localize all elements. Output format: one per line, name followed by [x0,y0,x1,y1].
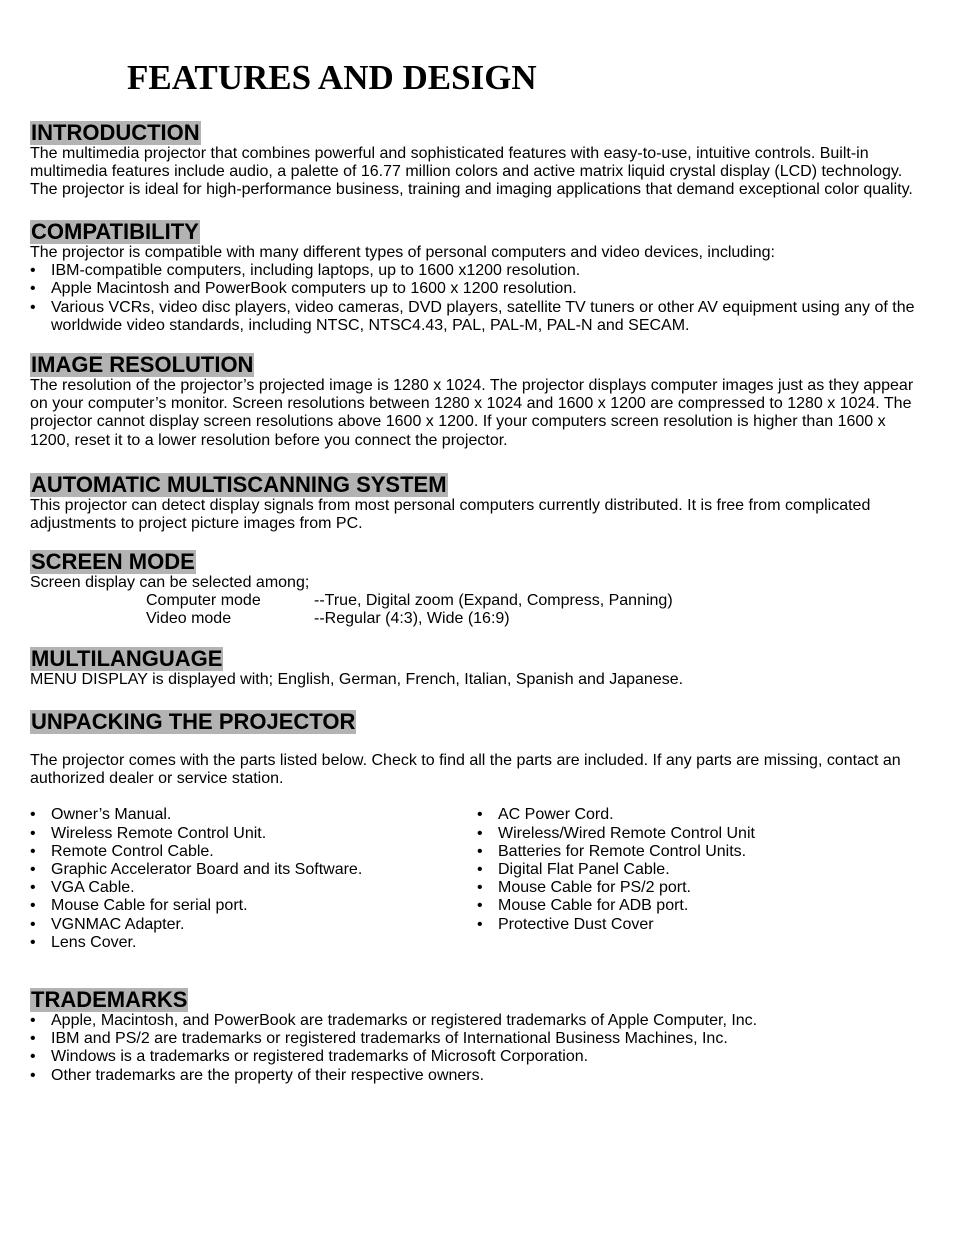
list-item: • Wireless Remote Control Unit. [30,825,477,843]
list-item: • Owner’s Manual. [30,806,477,824]
section-heading-screen-mode: SCREEN MODE [31,549,195,574]
section-heading-introduction: INTRODUCTION [31,120,200,145]
section-heading-trademarks: TRADEMARKS [31,987,188,1012]
unpacking-text: The projector comes with the parts listed below. Check to find all the parts are included. If any parts are missing, contact an authorized dealer or service station. [30,752,901,788]
list-item: • Various VCRs, video disc players, video cameras, DVD players, satellite TV tuners or other AV equipment using any of the worldwide video standards, including NTSC, NTSC4.43, PAL, PAL-M, PAL-N and SECAM. [30,299,924,335]
trademarks-list [30,1012,924,1085]
section-multiscanning [30,473,924,533]
list-item: • Apple Macintosh and PowerBook computers up to 1600 x 1200 resolution. [30,280,924,298]
parts-list-right [477,806,924,952]
section-heading-multiscanning: AUTOMATIC MULTISCANNING SYSTEM [31,472,447,497]
screen-mode-text: Screen display can be selected among; [30,574,310,591]
mode-name: Computer mode [146,592,261,610]
mode-row [146,610,924,628]
section-trademarks [30,988,924,1085]
introduction-text: The multimedia projector that combines powerful and sophisticated features with easy-to-use, intuitive controls. Built-in multimedia features include audio, a palette of 16.77 million colors and active matrix liquid crystal display (LCD) technology. The projector is ideal for high-performance business, training and imaging applications that demand exceptional color quality. [30,145,913,199]
page-title: FEATURES AND DESIGN [127,58,537,97]
list-item: • Windows is a trademarks or registered trademarks of Microsoft Corporation. [30,1048,924,1066]
parts-lists [30,806,924,952]
list-item: • Lens Cover. [30,934,477,952]
mode-value: --True, Digital zoom (Expand, Compress, Panning) [314,592,673,610]
multilanguage-text: MENU DISPLAY is displayed with; English, German, French, Italian, Spanish and Japanese. [30,671,684,688]
multiscanning-text: This projector can detect display signals from most personal computers currently distributed. It is free from complicated adjustments to project picture images from PC. [30,497,871,533]
list-item: • Wireless/Wired Remote Control Unit [477,825,924,843]
list-item: • IBM-compatible computers, including laptops, up to 1600 x1200 resolution. [30,262,924,280]
list-item: • Digital Flat Panel Cable. [477,861,924,879]
list-item: • Other trademarks are the property of their respective owners. [30,1067,924,1085]
section-heading-multilanguage: MULTILANGUAGE [31,646,223,671]
compatibility-list [30,262,924,335]
list-item: • Apple, Macintosh, and PowerBook are trademarks or registered trademarks of Apple Computer, Inc. [30,1012,924,1030]
mode-row [146,592,924,610]
image-resolution-text: The resolution of the projector’s projected image is 1280 x 1024. The projector displays computer images just as they appear on your computer’s monitor. Screen resolutions between 1280 x 1024 and 1600 x 1200 are compressed to 1280 x 1024. The projector cannot display screen resolutions above 1600 x 1200. If your computers screen resolution is higher than 1600 x 1200, reset it to a lower resolution before you connect the projector. [30,377,914,449]
list-item: • IBM and PS/2 are trademarks or registered trademarks of International Business Machines, Inc. [30,1030,924,1048]
section-multilanguage [30,647,924,689]
list-item: • VGA Cable. [30,879,477,897]
mode-name: Video mode [146,610,232,628]
screen-mode-table [146,592,924,628]
list-item: • VGNMAC Adapter. [30,916,477,934]
section-heading-compatibility: COMPATIBILITY [31,219,199,244]
section-unpacking [30,710,924,952]
section-image-resolution [30,353,924,450]
section-introduction [30,121,924,200]
section-compatibility [30,220,924,335]
list-item: • Mouse Cable for ADB port. [477,897,924,915]
parts-list-left [30,806,477,952]
compatibility-text: The projector is compatible with many different types of personal computers and video devices, including: [30,244,775,261]
section-heading-image-resolution: IMAGE RESOLUTION [31,352,254,377]
section-screen-mode [30,550,924,629]
mode-value: --Regular (4:3), Wide (16:9) [314,610,510,628]
list-item: • Graphic Accelerator Board and its Software. [30,861,477,879]
section-heading-unpacking: UNPACKING THE PROJECTOR [31,709,356,734]
list-item: • Mouse Cable for serial port. [30,897,477,915]
list-item: • Protective Dust Cover [477,916,924,934]
list-item: • Remote Control Cable. [30,843,477,861]
list-item: • Batteries for Remote Control Units. [477,843,924,861]
list-item: • AC Power Cord. [477,806,924,824]
list-item: • Mouse Cable for PS/2 port. [477,879,924,897]
